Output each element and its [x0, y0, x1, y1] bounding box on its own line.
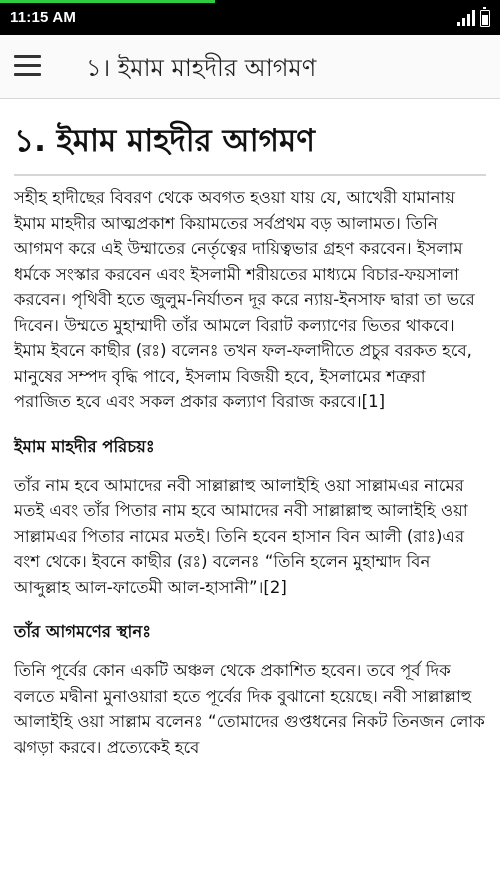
- intro-paragraph: সহীহ হাদীছের বিবরণ থেকে অবগত হওয়া যায় যে, আখেরী যামানায় ইমাম মাহদীর আত্মপ্রকাশ কিয়ামতের সর্বপ্রথম বড় আলামত। তিনি আগমণ করে এই উম্মাতের নের্তৃত্বের দায়িত্বভার গ্রহণ করবেন। ইসলাম ধর্মকে সংস্কার করবেন এবং ইসলামী শরীয়তের মাধ্যমে বিচার-ফয়সালা করবেন। পৃথিবী হতে জুলুম-নির্যাতন দূর করে ন্যায়-ইনসাফ দ্বারা তা ভরে দিবেন। উম্মতে মুহাম্মাদী তাঁর আমলে বিরাট কল্যাণের ভিতর থাকবে। ইমাম ইবনে কাছীর (রঃ) বলেনঃ তখন ফল-ফলাদীতে প্রচুর বরকত হবে, মানুষের সম্পদ বৃদ্ধি পাবে, ইসলাম বিজয়ী হবে, ইসলামের শত্রুরা পরাজিত হবে এবং সকল প্রকার কল্যাণ বিরাজ করবে।[1]: [14, 188, 475, 411]
- page-load-progress: [0, 0, 215, 3]
- article-title: ১. ইমাম মাহদীর আগমণ: [14, 112, 486, 176]
- status-icons: [456, 9, 490, 27]
- menu-icon[interactable]: [12, 52, 44, 80]
- battery-icon: [480, 10, 490, 27]
- app-bar: [0, 35, 500, 99]
- signal-icon: [456, 9, 476, 27]
- section-heading-place: তাঁর আগমণের স্থানঃ: [14, 622, 151, 641]
- section-heading-identity: ইমাম মাহদীর পরিচয়ঃ: [14, 436, 155, 456]
- article-content: [14, 112, 486, 760]
- section-paragraph-identity: তাঁর নাম হবে আমাদের নবী সাল্লাল্লাহু আলাইহি ওয়া সাল্লামএর নামের মতই এবং তাঁর পিতার নাম হবে আমাদের নবী সাল্লাল্লাহু আলাইহি ওয়া সাল্লামএর পিতার নামের মতই। তিনি হবেন হাসান বিন আলী (রাঃ)এর বংশ থেকে। ইবনে কাছীর (রঃ) বলেনঃ “তিনি হলেন মুহাম্মাদ বিন আব্দুল্লাহ আল-ফাতেমী আল-হাসানী”।[2]: [14, 475, 468, 597]
- section-paragraph-place: তিনি পূর্বের কোন একটি অঞ্চল থেকে প্রকাশিত হবেন। তবে পূর্ব দিক বলতে মদ্বীনা মুনাওয়ারা হতে পূর্বের দিক বুঝানো হয়েছে। নবী সাল্লাল্লাহু আলাইহি ওয়া সাল্লাম বলেনঃ “তোমাদের গুপ্তধনের নিকট তিনজন লোক ঝগড়া করবে। প্রত্যেকেই হবে: [14, 661, 485, 757]
- status-bar: [0, 0, 500, 35]
- app-bar-title: ১। ইমাম মাহদীর আগমণ: [86, 54, 317, 82]
- status-time: 11:15 AM: [10, 9, 77, 26]
- battery-level: [482, 15, 488, 25]
